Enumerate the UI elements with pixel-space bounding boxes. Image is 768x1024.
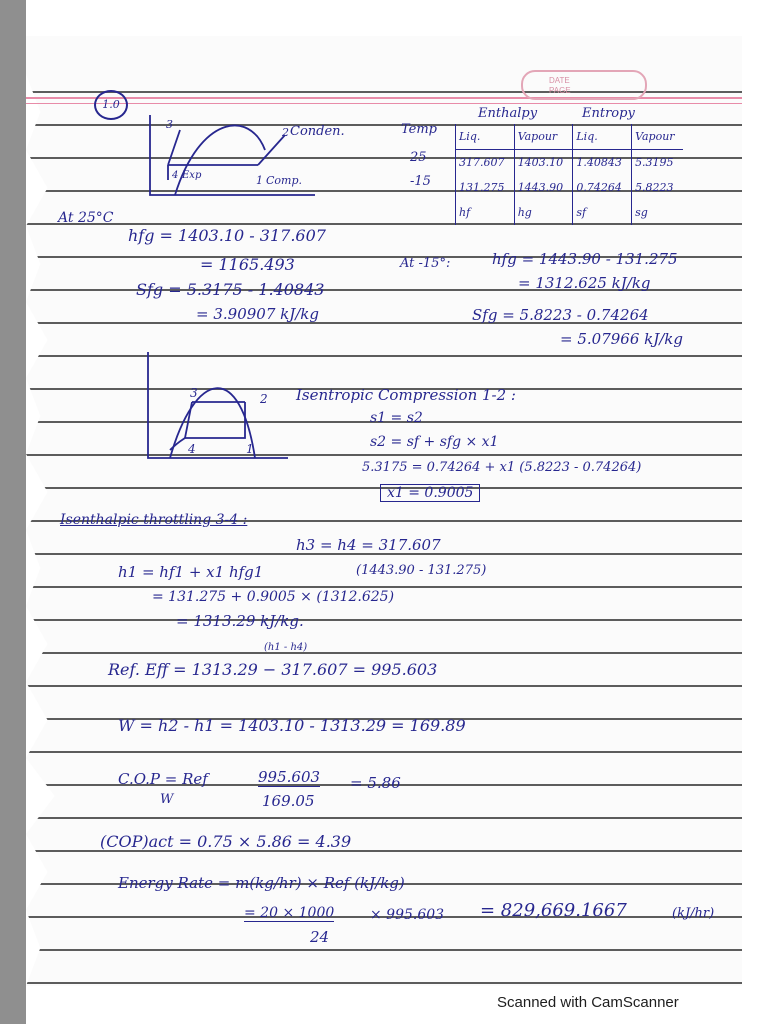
- table-cell: 1443.90: [514, 175, 573, 200]
- isentropic-result: x1 = 0.9005: [380, 484, 480, 502]
- at25-sfg-value: = 3.90907 kJ/kg: [196, 305, 319, 323]
- isenthalpic-line3: = 131.275 + 0.9005 × (1312.625): [152, 589, 395, 605]
- table-subheader: Liq.: [573, 124, 632, 150]
- table-enthalpy-header: Enthalpy: [478, 106, 538, 121]
- table-subheader: Liq.: [456, 124, 515, 150]
- diagram1-label-1: 1: [256, 174, 263, 187]
- table-symbol: sf: [573, 200, 632, 225]
- atm15-heading: At -15°:: [400, 256, 451, 271]
- diagram1-label-2: 2: [282, 126, 289, 139]
- table-row1-temp: 25: [410, 150, 427, 165]
- cop-num: 995.603: [258, 768, 321, 786]
- work-line: W = h2 - h1 = 1403.10 - 1313.29 = 169.89: [118, 716, 466, 735]
- diagram2-label-1: 1: [246, 442, 254, 456]
- stamp-page: PAGE: [549, 86, 571, 95]
- energy-line2a: = 20 × 1000: [244, 905, 335, 921]
- table-cell: 5.3195: [632, 150, 683, 176]
- cop-den: 169.05: [262, 792, 315, 810]
- table-cell: 1.40843: [573, 150, 632, 176]
- table-symbol: sg: [632, 200, 683, 225]
- copact-line: (COP)act = 0.75 × 5.86 = 4.39: [100, 832, 352, 851]
- energy-result: = 829,669.1667: [480, 900, 627, 921]
- isenthalpic-line4: = 1313.29 kJ/kg.: [176, 612, 304, 630]
- diagram2-label-4: 4: [188, 442, 196, 456]
- at25-hfg: hfg = 1403.10 - 317.607: [128, 226, 326, 245]
- isentropic-line1: s1 = s2: [370, 410, 423, 426]
- property-table: [455, 124, 683, 219]
- cop-lhs: C.O.P = Ref: [118, 770, 208, 788]
- at25-hfg-value: = 1165.493: [200, 255, 295, 274]
- table-row: [456, 175, 684, 200]
- ts-diagram: [140, 350, 290, 465]
- refeff-note: (h1 - h4): [264, 642, 308, 653]
- diagram1-comp: Comp.: [266, 174, 303, 187]
- table-cell: 5.8223: [632, 175, 683, 200]
- diagram2-label-3: 3: [190, 386, 198, 400]
- table-symbol: hg: [514, 200, 573, 225]
- isentropic-heading: Isentropic Compression 1-2 :: [296, 386, 516, 404]
- energy-line1: Energy Rate = m(kg/hr) × Ref (kJ/kg): [118, 874, 405, 892]
- isentropic-line3: 5.3175 = 0.74264 + x1 (5.8223 - 0.74264): [362, 460, 642, 475]
- isenthalpic-line2b: (1443.90 - 131.275): [356, 563, 487, 578]
- table-subheader: Vapour: [514, 124, 573, 150]
- diagram2-label-2: 2: [260, 392, 268, 406]
- margin-rule-secondary: [26, 103, 742, 104]
- isenthalpic-line2: h1 = hf1 + x1 hfg1: [118, 563, 264, 581]
- isenthalpic-line1: h3 = h4 = 317.607: [296, 536, 441, 554]
- cop-result: = 5.86: [350, 774, 401, 792]
- atm15-hfg-value: = 1312.625 kJ/kg: [518, 274, 651, 292]
- table-row2-temp: -15: [410, 174, 431, 189]
- isentropic-line2: s2 = sf + sfg × x1: [370, 434, 499, 450]
- energy-line2b: × 995.603: [370, 907, 445, 923]
- table-cell: 0.74264: [573, 175, 632, 200]
- table-row: [456, 150, 684, 176]
- energy-unit: (kJ/hr): [672, 906, 715, 921]
- refeff-line: Ref. Eff = 1313.29 − 317.607 = 995.603: [108, 660, 438, 679]
- table-cell: 317.607: [456, 150, 515, 176]
- atm15-hfg: hfg = 1443.90 - 131.275: [492, 250, 678, 268]
- table-cell: 1403.10: [514, 150, 573, 176]
- diagram1-exp: Exp: [182, 170, 202, 181]
- isenthalpic-heading: Isenthalpic throttling 3-4 :: [60, 512, 248, 528]
- table-subheader-row: [456, 124, 684, 150]
- atm15-sfg: Sfg = 5.8223 - 0.74264: [472, 306, 649, 324]
- atm15-sfg-value: = 5.07966 kJ/kg: [560, 330, 683, 348]
- at25-sfg: Sfg = 5.3175 - 1.40843: [136, 280, 325, 299]
- at25-heading: At 25°C: [58, 210, 114, 226]
- circled-label: 1.0: [94, 90, 128, 120]
- table-cell: 131.275: [456, 175, 515, 200]
- camscanner-watermark: Scanned with CamScanner: [497, 994, 679, 1011]
- table-temp-header: Temp: [401, 122, 438, 137]
- stamp-date: DATE: [549, 76, 570, 85]
- date-page-stamp: [521, 70, 647, 100]
- scan-background: [0, 0, 26, 1024]
- diagram1-label-4: 4: [172, 170, 179, 181]
- energy-line2-den: 24: [310, 928, 330, 946]
- table-symbol: hf: [456, 200, 515, 225]
- diagram1-label-3: 3: [166, 118, 173, 131]
- table-symbol-row: [456, 200, 684, 225]
- table-entropy-header: Entropy: [582, 106, 635, 121]
- diagram1-cond: Conden.: [290, 124, 345, 139]
- cop-lhs-den: W: [160, 792, 174, 807]
- table-subheader: Vapour: [632, 124, 683, 150]
